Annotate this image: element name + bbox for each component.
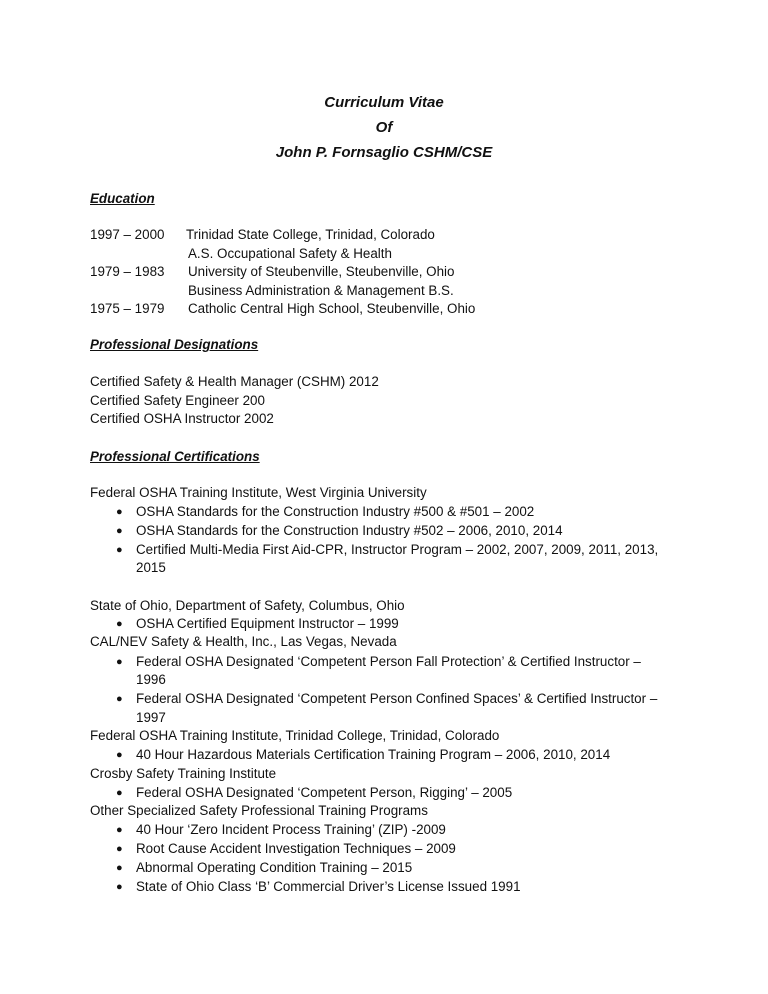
bullet-icon: ● bbox=[116, 544, 123, 556]
designation-item: Certified OSHA Instructor 2002 bbox=[90, 411, 274, 426]
certification-item: 40 Hour Hazardous Materials Certification Training Program – 2006, 2010, 2014 bbox=[136, 747, 611, 762]
bullet-icon: ● bbox=[116, 749, 123, 761]
designation-item: Certified Safety & Health Manager (CSHM) 2012 bbox=[90, 374, 379, 389]
bullet-icon: ● bbox=[116, 843, 123, 855]
certification-org: Crosby Safety Training Institute bbox=[90, 766, 277, 781]
bullet-icon: ● bbox=[116, 881, 123, 893]
education-years: 1975 – 1979 bbox=[90, 301, 165, 316]
certification-item: OSHA Certified Equipment Instructor – 1999 bbox=[136, 616, 399, 631]
education-school: Trinidad State College, Trinidad, Colorado bbox=[186, 227, 435, 242]
designation-item: Certified Safety Engineer 200 bbox=[90, 393, 265, 408]
bullet-icon: ● bbox=[116, 618, 123, 630]
bullet-icon: ● bbox=[116, 525, 123, 537]
certification-item: Federal OSHA Designated ‘Competent Person, Rigging’ – 2005 bbox=[136, 785, 513, 800]
bullet-icon: ● bbox=[116, 656, 123, 668]
bullet-icon: ● bbox=[116, 862, 123, 874]
education-years: 1997 – 2000 bbox=[90, 227, 165, 242]
certification-org: Federal OSHA Training Institute, Trinidad College, Trinidad, Colorado bbox=[90, 728, 500, 743]
bullet-icon: ● bbox=[116, 693, 123, 705]
education-heading: Education bbox=[90, 191, 155, 206]
education-school: University of Steubenville, Steubenville, Ohio bbox=[188, 264, 455, 279]
education-years: 1979 – 1983 bbox=[90, 264, 165, 279]
certification-item: Federal OSHA Designated ‘Competent Person Confined Spaces’ & Certified Instructor – bbox=[136, 691, 658, 706]
certification-item: Certified Multi-Media First Aid-CPR, Instructor Program – 2002, 2007, 2009, 2011, 2013, bbox=[136, 542, 659, 557]
education-degree: A.S. Occupational Safety & Health bbox=[188, 246, 392, 261]
title-line-3: John P. Fornsaglio CSHM/CSE bbox=[275, 144, 493, 161]
certification-item: State of Ohio Class ‘B’ Commercial Driver’s License Issued 1991 bbox=[136, 879, 521, 894]
education-degree: Business Administration & Management B.S. bbox=[188, 283, 454, 298]
certification-item: Federal OSHA Designated ‘Competent Person Fall Protection’ & Certified Instructor – bbox=[136, 654, 641, 669]
certification-item-continued: 1997 bbox=[136, 710, 166, 725]
title-line-1: Curriculum Vitae bbox=[324, 94, 444, 111]
education-school: Catholic Central High School, Steubenville, Ohio bbox=[188, 301, 476, 316]
certification-org: Other Specialized Safety Professional Training Programs bbox=[90, 803, 428, 818]
title-line-2: Of bbox=[375, 119, 393, 136]
certification-item: 40 Hour ‘Zero Incident Process Training’ (ZIP) -2009 bbox=[136, 822, 446, 837]
certification-item-continued: 1996 bbox=[136, 672, 166, 687]
certification-item: Root Cause Accident Investigation Techniques – 2009 bbox=[136, 841, 456, 856]
bullet-icon: ● bbox=[116, 506, 123, 518]
certification-item-continued: 2015 bbox=[136, 560, 166, 575]
designations-heading: Professional Designations bbox=[90, 337, 259, 352]
certification-org: CAL/NEV Safety & Health, Inc., Las Vegas, Nevada bbox=[90, 634, 397, 649]
certification-org: State of Ohio, Department of Safety, Columbus, Ohio bbox=[90, 598, 405, 613]
certification-item: OSHA Standards for the Construction Industry #500 & #501 – 2002 bbox=[136, 504, 535, 519]
bullet-icon: ● bbox=[116, 787, 123, 799]
certifications-heading: Professional Certifications bbox=[90, 449, 260, 464]
certification-org: Federal OSHA Training Institute, West Virginia University bbox=[90, 485, 427, 500]
certification-item: Abnormal Operating Condition Training – 2015 bbox=[136, 860, 413, 875]
bullet-icon: ● bbox=[116, 824, 123, 836]
certification-item: OSHA Standards for the Construction Industry #502 – 2006, 2010, 2014 bbox=[136, 523, 563, 538]
